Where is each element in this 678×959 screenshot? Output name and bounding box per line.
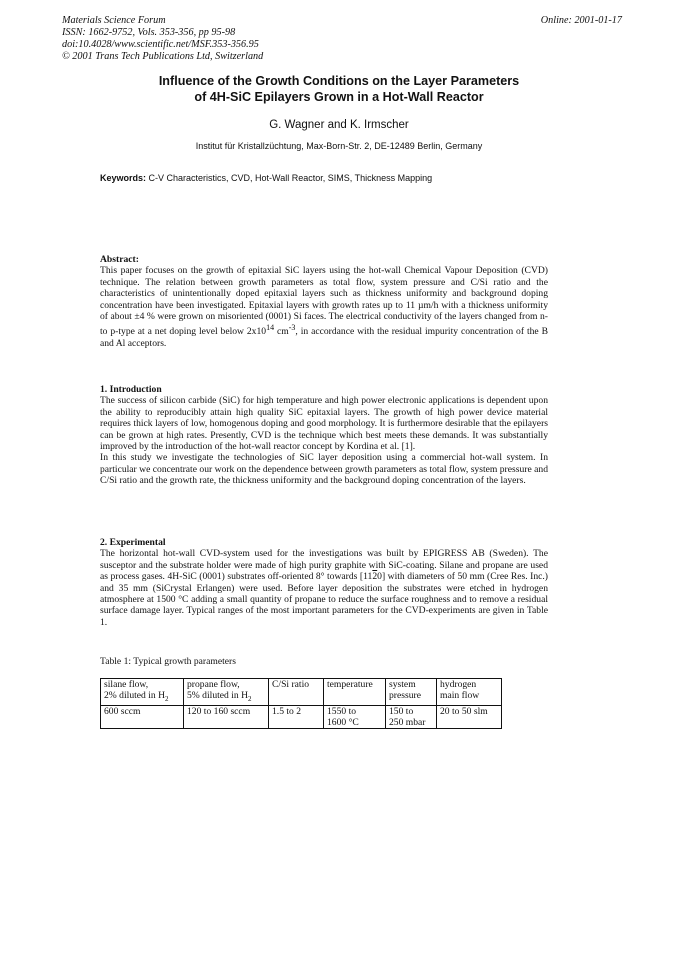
introduction-paragraph-1: The success of silicon carbide (SiC) for high temperature and high power electronic applications is dependent upon the ability to reproducibly attain high quality SiC epitaxial layers. The growth of high power device material requires thick layers of low, homogenous doping and good morphology. It is furthermore desirable that the epilayers can be grown at high rates. Presently, CVD is the technique which best meets these demands. It was substantially improved by the introduction of the hot-wall reactor concept by Kordina et al. [1]. (100, 395, 548, 453)
experimental-section (100, 537, 548, 628)
authors: G. Wagner and K. Irmscher (269, 119, 409, 131)
abstract-heading: Abstract: (100, 254, 139, 265)
experimental-paragraph: The horizontal hot-wall CVD-system used for the investigations was built by EPIGRESS AB (Sweden). The susceptor and the substrate holder were made of high purity graphite with SiC-coating. Silane and propane are used as process gases. 4H-SiC (0001) substrates off-oriented 8° towards [1120] with diameters of 50 mm (Cree Res. Inc.) and 35 mm (SiCrystal Erlangen) were used. Before layer deposition the substrates were etched in hydrogen atmosphere at 1500 °C adding a small quantity of propane to reduce the surface roughness and to remove a residual surface damage layer. Typical ranges of the most important parameters for the CVD-experiments are given in Table 1. (100, 548, 548, 628)
table-cell: 600 sccm (101, 705, 184, 728)
title-line-1: Influence of the Growth Conditions on the Layer Parameters (158, 74, 520, 88)
table-cell: 20 to 50 slm (437, 705, 502, 728)
keywords-label: Keywords: (100, 173, 147, 183)
growth-parameters-table (100, 678, 502, 729)
publication-header (62, 15, 263, 63)
table-header-cell: hydrogen main flow (437, 679, 502, 706)
table-cell: 1.5 to 2 (269, 705, 324, 728)
table-header-cell: C/Si ratio (269, 679, 324, 706)
copyright-line: © 2001 Trans Tech Publications Ltd, Switzerland (62, 51, 264, 62)
introduction-heading: 1. Introduction (100, 384, 162, 395)
paper-title (0, 73, 678, 105)
issn-line: ISSN: 1662-9752, Vols. 353-356, pp 95-98 (62, 27, 236, 38)
table-caption: Table 1: Typical growth parameters (100, 656, 236, 667)
journal-name: Materials Science Forum (62, 15, 166, 26)
abstract-section (100, 254, 548, 349)
title-line-2: of 4H-SiC Epilayers Grown in a Hot-Wall Reactor (194, 90, 484, 104)
table-cell: 1550 to 1600 °C (324, 705, 386, 728)
abstract-text: This paper focuses on the growth of epitaxial SiC layers using the hot-wall Chemical Vapour Deposition (CVD) technique. The relation between growth parameters as total flow, system pressure and C/Si ratio and the characteristics of unintentionally doped epitaxial layers such as thickness uniformity and background doping concentration have been investigated. Epitaxial layers with growth rates up to 11 µm/h with a thickness uniformity of about ±4 % were grown on misoriented (0001) Si faces. The electrical conductivity of the layers changed from n- to p-type at a net doping level below $2x10^{14}$ $cm^{-3}$, in accordance with the residual impurity concentration of the B and Al acceptors. (100, 265, 548, 350)
doi-link[interactable]: doi:10.4028/www.scientific.net/MSF.353-356.95 (62, 39, 259, 50)
introduction-paragraph-2: In this study we investigate the technologies of SiC layer deposition using a commercial hot-wall system. In particular we concentrate our work on the dependence between growth parameters as total flow, system pressure and C/Si ratio and the growth rate, the thickness uniformity and the background doping concentration of the layers. (100, 452, 548, 487)
table-header-cell: system pressure (386, 679, 437, 706)
table-row (101, 705, 502, 728)
affiliation: Institut für Kristallzüchtung, Max-Born-Str. 2, DE-12489 Berlin, Germany (195, 141, 483, 151)
table-header-cell: temperature (324, 679, 386, 706)
online-date: Online: 2001-01-17 (540, 15, 622, 26)
keywords-list: C-V Characteristics, CVD, Hot-Wall Reactor, SIMS, Thickness Mapping (148, 173, 433, 183)
table-header-cell: propane flow, 5% diluted in $H_2$ (184, 679, 269, 706)
experimental-heading: 2. Experimental (100, 537, 166, 548)
table-cell: 120 to 160 sccm (184, 705, 269, 728)
introduction-section (100, 384, 548, 487)
keywords (100, 173, 432, 183)
table-header-cell: silane flow, 2% diluted in $H_2$ (101, 679, 184, 706)
table-header-row (101, 679, 502, 706)
table-cell: 150 to 250 mbar (386, 705, 437, 728)
